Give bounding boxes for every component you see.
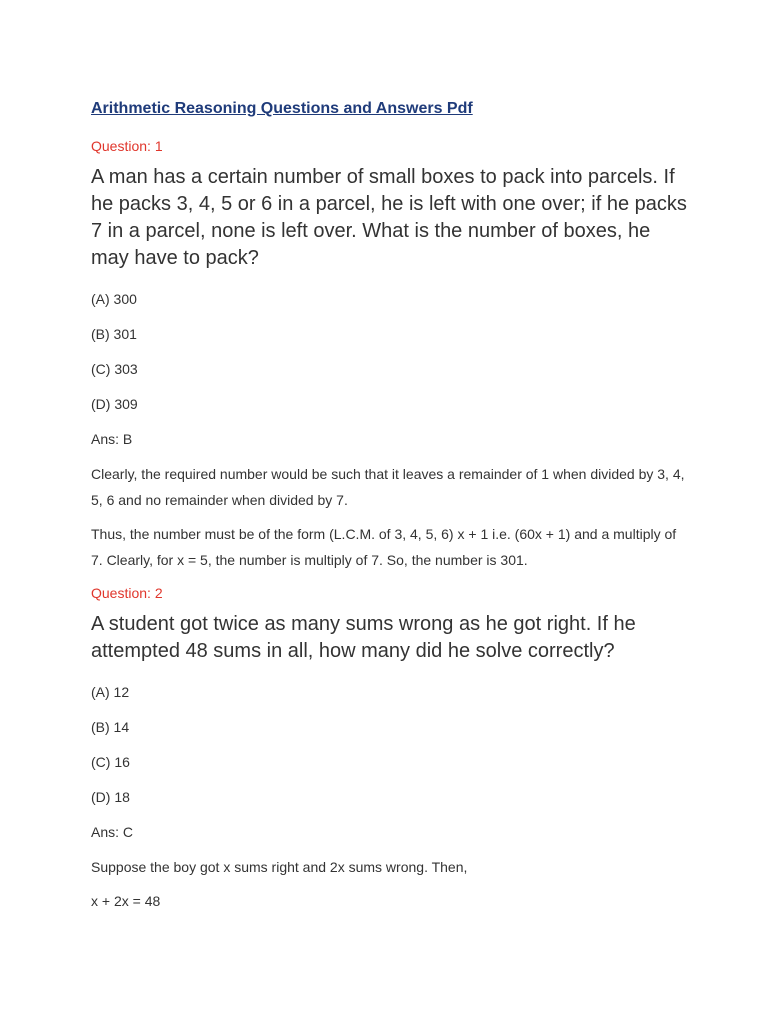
question-text: A man has a certain number of small boxes to pack into parcels. If he packs 3, 4, 5 or 6 in a parcel, he is left with one over; if he packs 7 in a parcel, none is left over. What is the number of boxes, he may have to pack? [91,166,687,269]
question-label: Question: 2 [91,585,163,601]
option-a: (A) 300 [91,291,137,307]
option-c: (C) 303 [91,361,138,377]
document-page [91,98,691,914]
explanation-paragraph: Thus, the number must be of the form (L.C.M. of 3, 4, 5, 6) x + 1 i.e. (60x + 1) and a multiply of 7. Clearly, for x = 5, the number is multiply of 7. So, the number is 301. [91,526,677,568]
option-a: (A) 12 [91,684,130,700]
question-label: Question: 1 [91,138,163,154]
answer: Ans: C [91,824,134,840]
option-c: (C) 16 [91,754,130,770]
option-d: (D) 18 [91,789,130,805]
option-b: (B) 14 [91,719,130,735]
explanation-paragraph: x + 2x = 48 [91,893,161,909]
document-title[interactable]: Arithmetic Reasoning Questions and Answers Pdf [91,100,473,117]
option-b: (B) 301 [91,326,137,342]
answer: Ans: B [91,431,133,447]
explanation-paragraph: Clearly, the required number would be such that it leaves a remainder of 1 when divided by 3, 4, 5, 6 and no remainder when divided by 7. [91,466,685,508]
explanation-paragraph: Suppose the boy got x sums right and 2x sums wrong. Then, [91,859,468,875]
option-d: (D) 309 [91,396,138,412]
question-text: A student got twice as many sums wrong as he got right. If he attempted 48 sums in all, how many did he solve correctly? [91,613,636,662]
